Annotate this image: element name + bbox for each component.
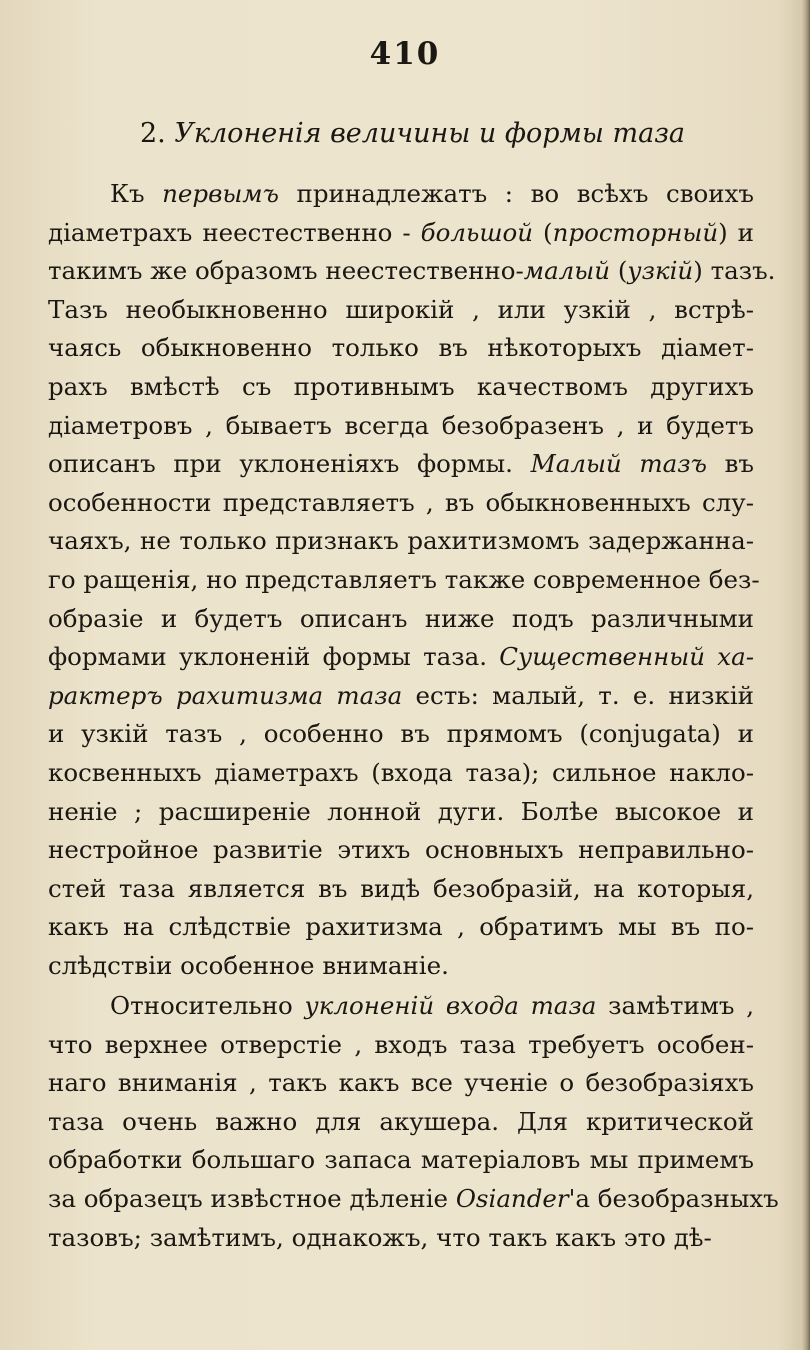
text-line [48, 175, 754, 214]
text-line [48, 600, 754, 639]
text-run: діаметрахъ неестественно - [48, 217, 421, 247]
text-line [48, 947, 754, 986]
text-run: косвенныхъ діаметрахъ (входа таза); сильное накло- [48, 757, 754, 787]
page-edge-shadow [802, 0, 810, 1350]
text-run: ( [610, 256, 628, 286]
section-title [140, 118, 685, 149]
text-run: особенности представляетъ , въ обыкновенныхъ слу- [48, 487, 754, 517]
text-run: чаяхъ, не только признакъ рахитизмомъ задержанна- [48, 526, 754, 556]
text-line [48, 1180, 779, 1219]
text-run: слѣдствіи особенное вниманіе. [48, 950, 449, 980]
text-run: описанъ при уклоненіяхъ формы. [48, 449, 531, 479]
text-line [48, 252, 776, 291]
text-run: какъ на слѣдствіе рахитизма , обратимъ мы въ по- [48, 912, 754, 942]
text-line [48, 291, 754, 330]
italic-text: Существенный ха- [499, 642, 754, 672]
text-run: ) тазъ. [693, 256, 776, 286]
text-run: ) и [718, 217, 754, 247]
text-line [48, 1026, 754, 1065]
text-line [48, 870, 754, 909]
text-run: есть: малый, т. е. низкій [402, 680, 755, 710]
text-run: неніе ; расширеніе лонной дуги. Болѣе высокое и [48, 796, 754, 826]
text-line [48, 445, 754, 484]
text-run: и узкій тазъ , особенно въ прямомъ (conjugata) и [48, 719, 754, 749]
italic-text: Osiander [455, 1183, 569, 1213]
text-run: 'а безобразныхъ [568, 1183, 779, 1213]
text-line [48, 908, 754, 947]
text-line [48, 1219, 754, 1258]
text-run: Тазъ необыкновенно широкій , или узкій , встрѣ- [48, 294, 754, 324]
text-run: за образецъ извѣстное дѣленіе [48, 1183, 456, 1213]
text-run: ( [533, 217, 553, 247]
text-run: стей таза является въ видѣ безобразій, на которыя, [48, 873, 754, 903]
section-number: 2. [140, 118, 166, 149]
text-line [48, 831, 754, 870]
italic-text: просторный [552, 217, 719, 247]
text-run: обработки большаго запаса матеріаловъ мы примемъ [48, 1145, 754, 1175]
text-run: Относительно [110, 991, 305, 1020]
text-run: рахъ вмѣстѣ съ противнымъ качествомъ другихъ [48, 371, 754, 401]
text-run: діаметровъ , бываетъ всегда безобразенъ , и будетъ [48, 410, 754, 440]
italic-text: малый [523, 256, 611, 286]
text-run: нестройное развитіе этихъ основныхъ неправильно- [48, 835, 754, 865]
text-run: замѣтимъ , [596, 991, 754, 1020]
text-line [48, 1103, 754, 1142]
text-run: что верхнее отверстіе , входъ таза требуетъ особен- [48, 1029, 754, 1059]
text-line [48, 638, 754, 677]
text-line [48, 677, 754, 716]
text-run: чаясь обыкновенно только въ нѣкоторыхъ діамет- [48, 333, 754, 363]
text-run: наго вниманія , такъ какъ все ученіе о безобразіяхъ [48, 1068, 754, 1098]
text-run: Къ [110, 179, 163, 208]
text-line [48, 522, 754, 561]
text-line [48, 484, 754, 523]
italic-text: Малый тазъ [530, 449, 707, 479]
text-run: такимъ же образомъ неестественно- [48, 256, 524, 286]
section-title-text: Уклоненія величины и формы таза [174, 118, 686, 149]
italic-text: рактеръ рахитизма таза [48, 680, 403, 710]
text-line [48, 214, 754, 253]
text-run: го ращенія, но представляетъ также современное без- [48, 564, 760, 594]
text-line [48, 368, 754, 407]
text-line [48, 793, 754, 832]
text-line [48, 1141, 754, 1180]
paragraph-1 [48, 175, 776, 985]
text-line [48, 407, 754, 446]
text-run: образіе и будетъ описанъ ниже подъ различными [48, 603, 754, 633]
italic-text: узкій [627, 256, 694, 286]
text-line [48, 561, 760, 600]
page-number: 410 [369, 36, 441, 72]
text-run: въ [706, 449, 755, 479]
text-run: формами уклоненій формы таза. [48, 642, 500, 672]
text-run: таза очень важно для акушера. Для критической [48, 1106, 754, 1136]
italic-text: уклоненій входа таза [304, 991, 597, 1020]
text-line [48, 987, 754, 1026]
text-line [48, 1064, 754, 1103]
text-line [48, 329, 754, 368]
text-run: тазовъ; замѣтимъ, однакожъ, что такъ какъ это дѣ- [48, 1222, 712, 1252]
text-run: принадлежатъ : во всѣхъ своихъ [278, 179, 754, 208]
paragraph-2 [48, 987, 779, 1257]
text-line [48, 754, 754, 793]
italic-text: первымъ [162, 179, 279, 208]
text-line [48, 715, 754, 754]
italic-text: большой [420, 217, 534, 247]
